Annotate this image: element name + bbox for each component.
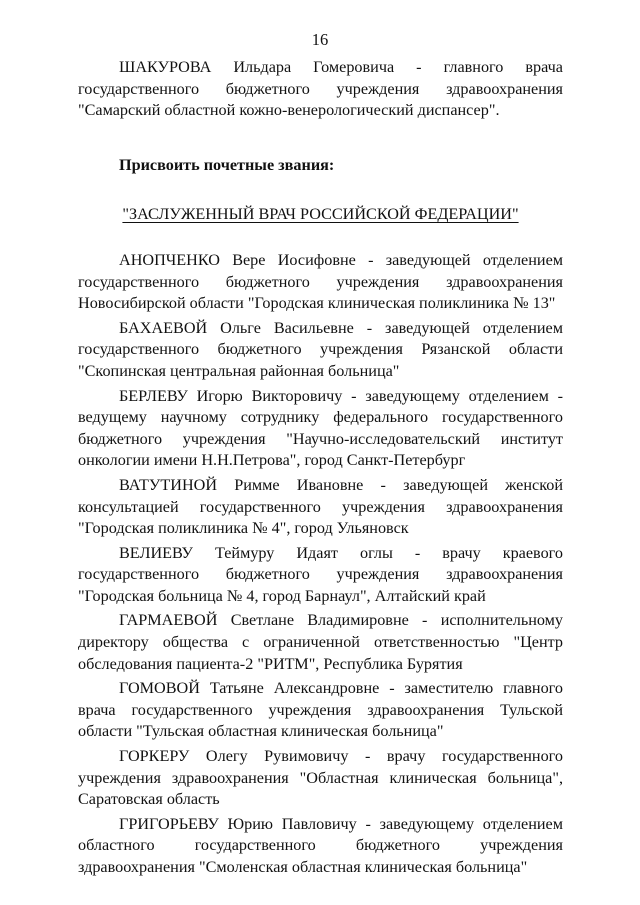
list-item: ГОРКЕРУ Олегу Рувимовичу - врачу государственного учреждения здравоохранения "Областная клиническая больница", Саратовская область [78,747,563,809]
list-item: ГОМОВОЙ Татьяне Александровне - заместителю главного врача государственного учреждения здравоохранения Тульской области "Тульская областная клиническая больница" [78,679,563,741]
list-item: БАХАЕВОЙ Ольге Васильевне - заведующей отделением государственного бюджетного учреждения Рязанской области "Скопинская центральная районная больница" [78,318,563,380]
list-item: ВАТУТИНОЙ Римме Ивановне - заведующей женской консультацией государственного учреждения здравоохранения "Городская поликлиника № 4", город Ульяновск [78,475,563,538]
list-item: БЕРЛЕВУ Игорю Викторовичу - заведующему отделением - ведущему научному сотруднику федерального государственного бюджетного учреждения "Научно-исследовательский институт онкологии имени Н.Н.Петрова", город Санкт-Петербург [78,386,563,470]
list-item: ГРИГОРЬЕВУ Юрию Павловичу - заведующему отделением областного государственного бюджетного учреждения здравоохранения "Смоленская областная клиническая больница" [78,814,563,876]
list-item: ГАРМАЕВОЙ Светлане Владимировне - исполнительному директору общества с ограниченной ответственностью "Центр обследования пациента-2 "РИТМ", Республика Бурятия [78,611,563,673]
list-item: ВЕЛИЕВУ Теймуру Идаят оглы - врачу краевого государственного бюджетного учреждения здравоохранения "Городская больница № 4, город Барнаул", Алтайский край [78,543,563,605]
honorary-title: "ЗАСЛУЖЕННЫЙ ВРАЧ РОССИЙСКОЙ ФЕДЕРАЦИИ" [122,205,519,224]
list-item: АНОПЧЕНКО Вере Иосифовне - заведующей отделением государственного бюджетного учреждения здравоохранения Новосибирской области "Городская клиническая поликлиника № 13" [78,250,563,313]
section-heading: Присвоить почетные звания: [119,155,335,174]
awardee-list [78,250,563,879]
intro-paragraph: ШАКУРОВА Ильдара Гомеровича - главного врача государственного бюджетного учреждения здравоохранения "Самарский областной кожно-венерологический диспансер". [78,58,563,120]
document-body [78,57,563,882]
page-number: 16 [311,30,329,49]
